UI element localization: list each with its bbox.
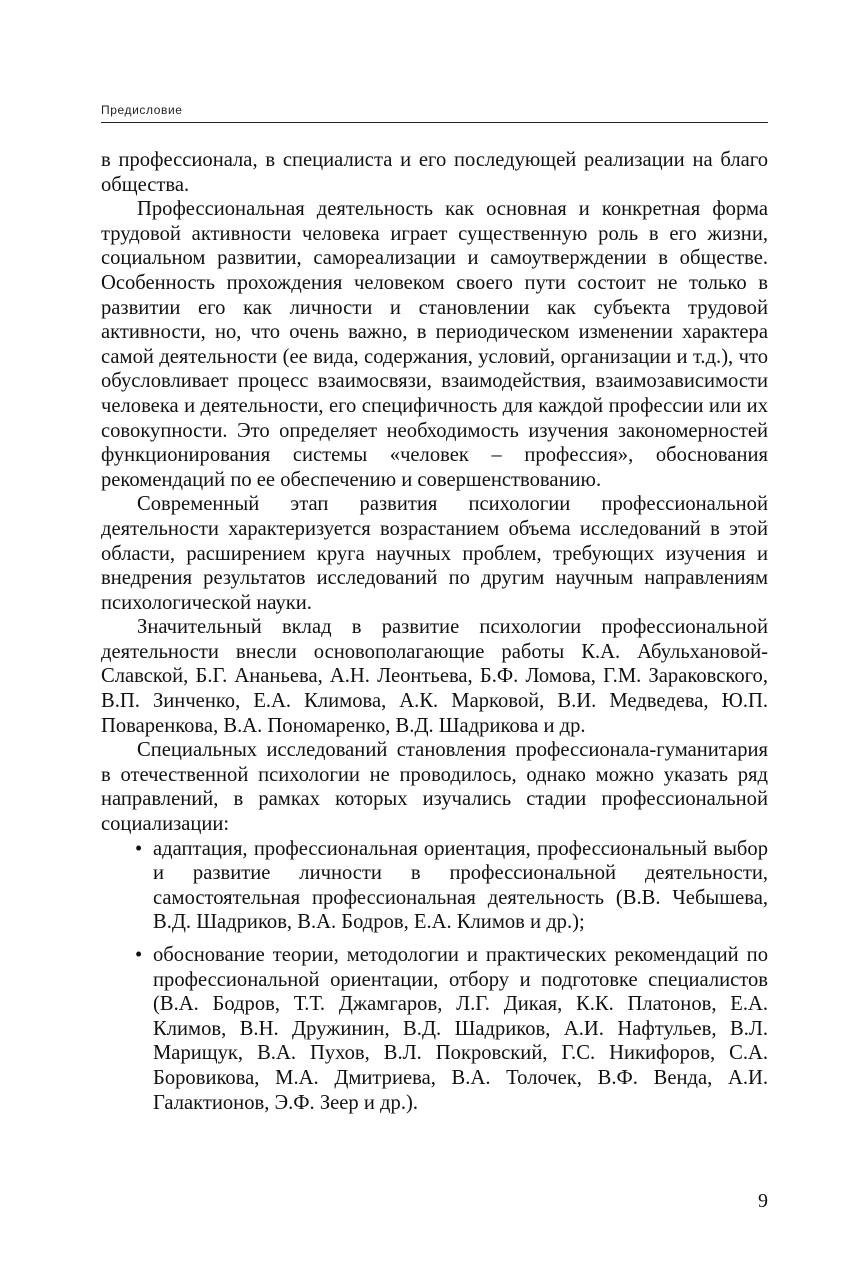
bullet-icon: • (135, 837, 143, 860)
paragraph: Современный этап развития психологии профессиональной деятельности характеризуется возрастанием объема исследований в этой области, расширением круга научных проблем, требующих изучения и внедрения результатов исследований по другим научным направлениям психологической науки. (101, 493, 768, 614)
running-header: Предисловие (101, 103, 183, 117)
bullet-icon: • (135, 944, 143, 966)
body-text (101, 148, 768, 1123)
page-number: 9 (758, 1190, 768, 1212)
list-item-text: обоснование теории, методологии и практических рекомендаций по профессиональной ориентации, отбору и подготовке специалистов (В.А. Бодров, Т.Т. Джамгаров, Л.Г. Дикая, К.К. Платонов, Е.А. Климов, В.Н. Дружинин, В.Д. Шадриков, А.И. Нафтульев, В.Л. Марищук, В.А. Пухов, В.Л. Покровский, Г.С. Никифоров, С.А. Боровикова, М.А. Дмитриева, В.А. Толочек, В.Ф. Венда, А.И. Галактионов, Э.Ф. Зеер и др.). (153, 944, 768, 1114)
bullet-list (101, 837, 768, 1116)
header-rule (101, 122, 768, 123)
paragraph: Специальных исследований становления профессионала-гуманитария в отечественной психологии не проводилось, однако можно указать ряд направлений, в рамках которых изучались стадии профессиональной социализации: (101, 739, 768, 836)
paragraph: Значительный вклад в развитие психологии профессиональной деятельности внесли основополагающие работы К.А. Абульхановой-Славской, Б.Г. Ананьева, А.Н. Леонтьева, Б.Ф. Ломова, Г.М. Зараковского, В.П. Зинченко, Е.А. Климова, А.К. Марковой, В.И. Медведева, Ю.П. Поваренкова, В.А. Пономаренко, В.Д. Шадрикова и др. (101, 616, 768, 737)
list-item-text: адаптация, профессиональная ориентация, профессиональный выбор и развитие личности в профессиональной деятельности, самостоятельная профессиональная деятельность (В.В. Чебышева, В.Д. Шадриков, В.А. Бодров, Е.А. Климов и др.); (153, 837, 768, 934)
paragraph-continuation: в профессионала, в специалиста и его последующей реализации на благо общества. (101, 149, 768, 196)
list-item (101, 837, 768, 935)
list-item (101, 943, 768, 1115)
paragraph: Профессиональная деятельность как основная и конкретная форма трудовой активности человека играет существенную роль в его жизни, социальном развитии, самореализации и самоутверждении в обществе. Особенность прохождения человеком своего пути состоит не только в развитии его как личности и становлении как субъекта трудовой активности, но, что очень важно, в периодическом изменении характера самой деятельности (ее вида, содержания, условий, организации и т.д.), что обусловливает процесс взаимосвязи, взаимодействия, взаимозависимости человека и деятельности, его специфичность для каждой профессии или их совокупности. Это определяет необходимость изучения закономерностей функционирования системы «человек – профессия», обоснования рекомендаций по ее обеспечению и совершенствованию. (101, 198, 768, 491)
